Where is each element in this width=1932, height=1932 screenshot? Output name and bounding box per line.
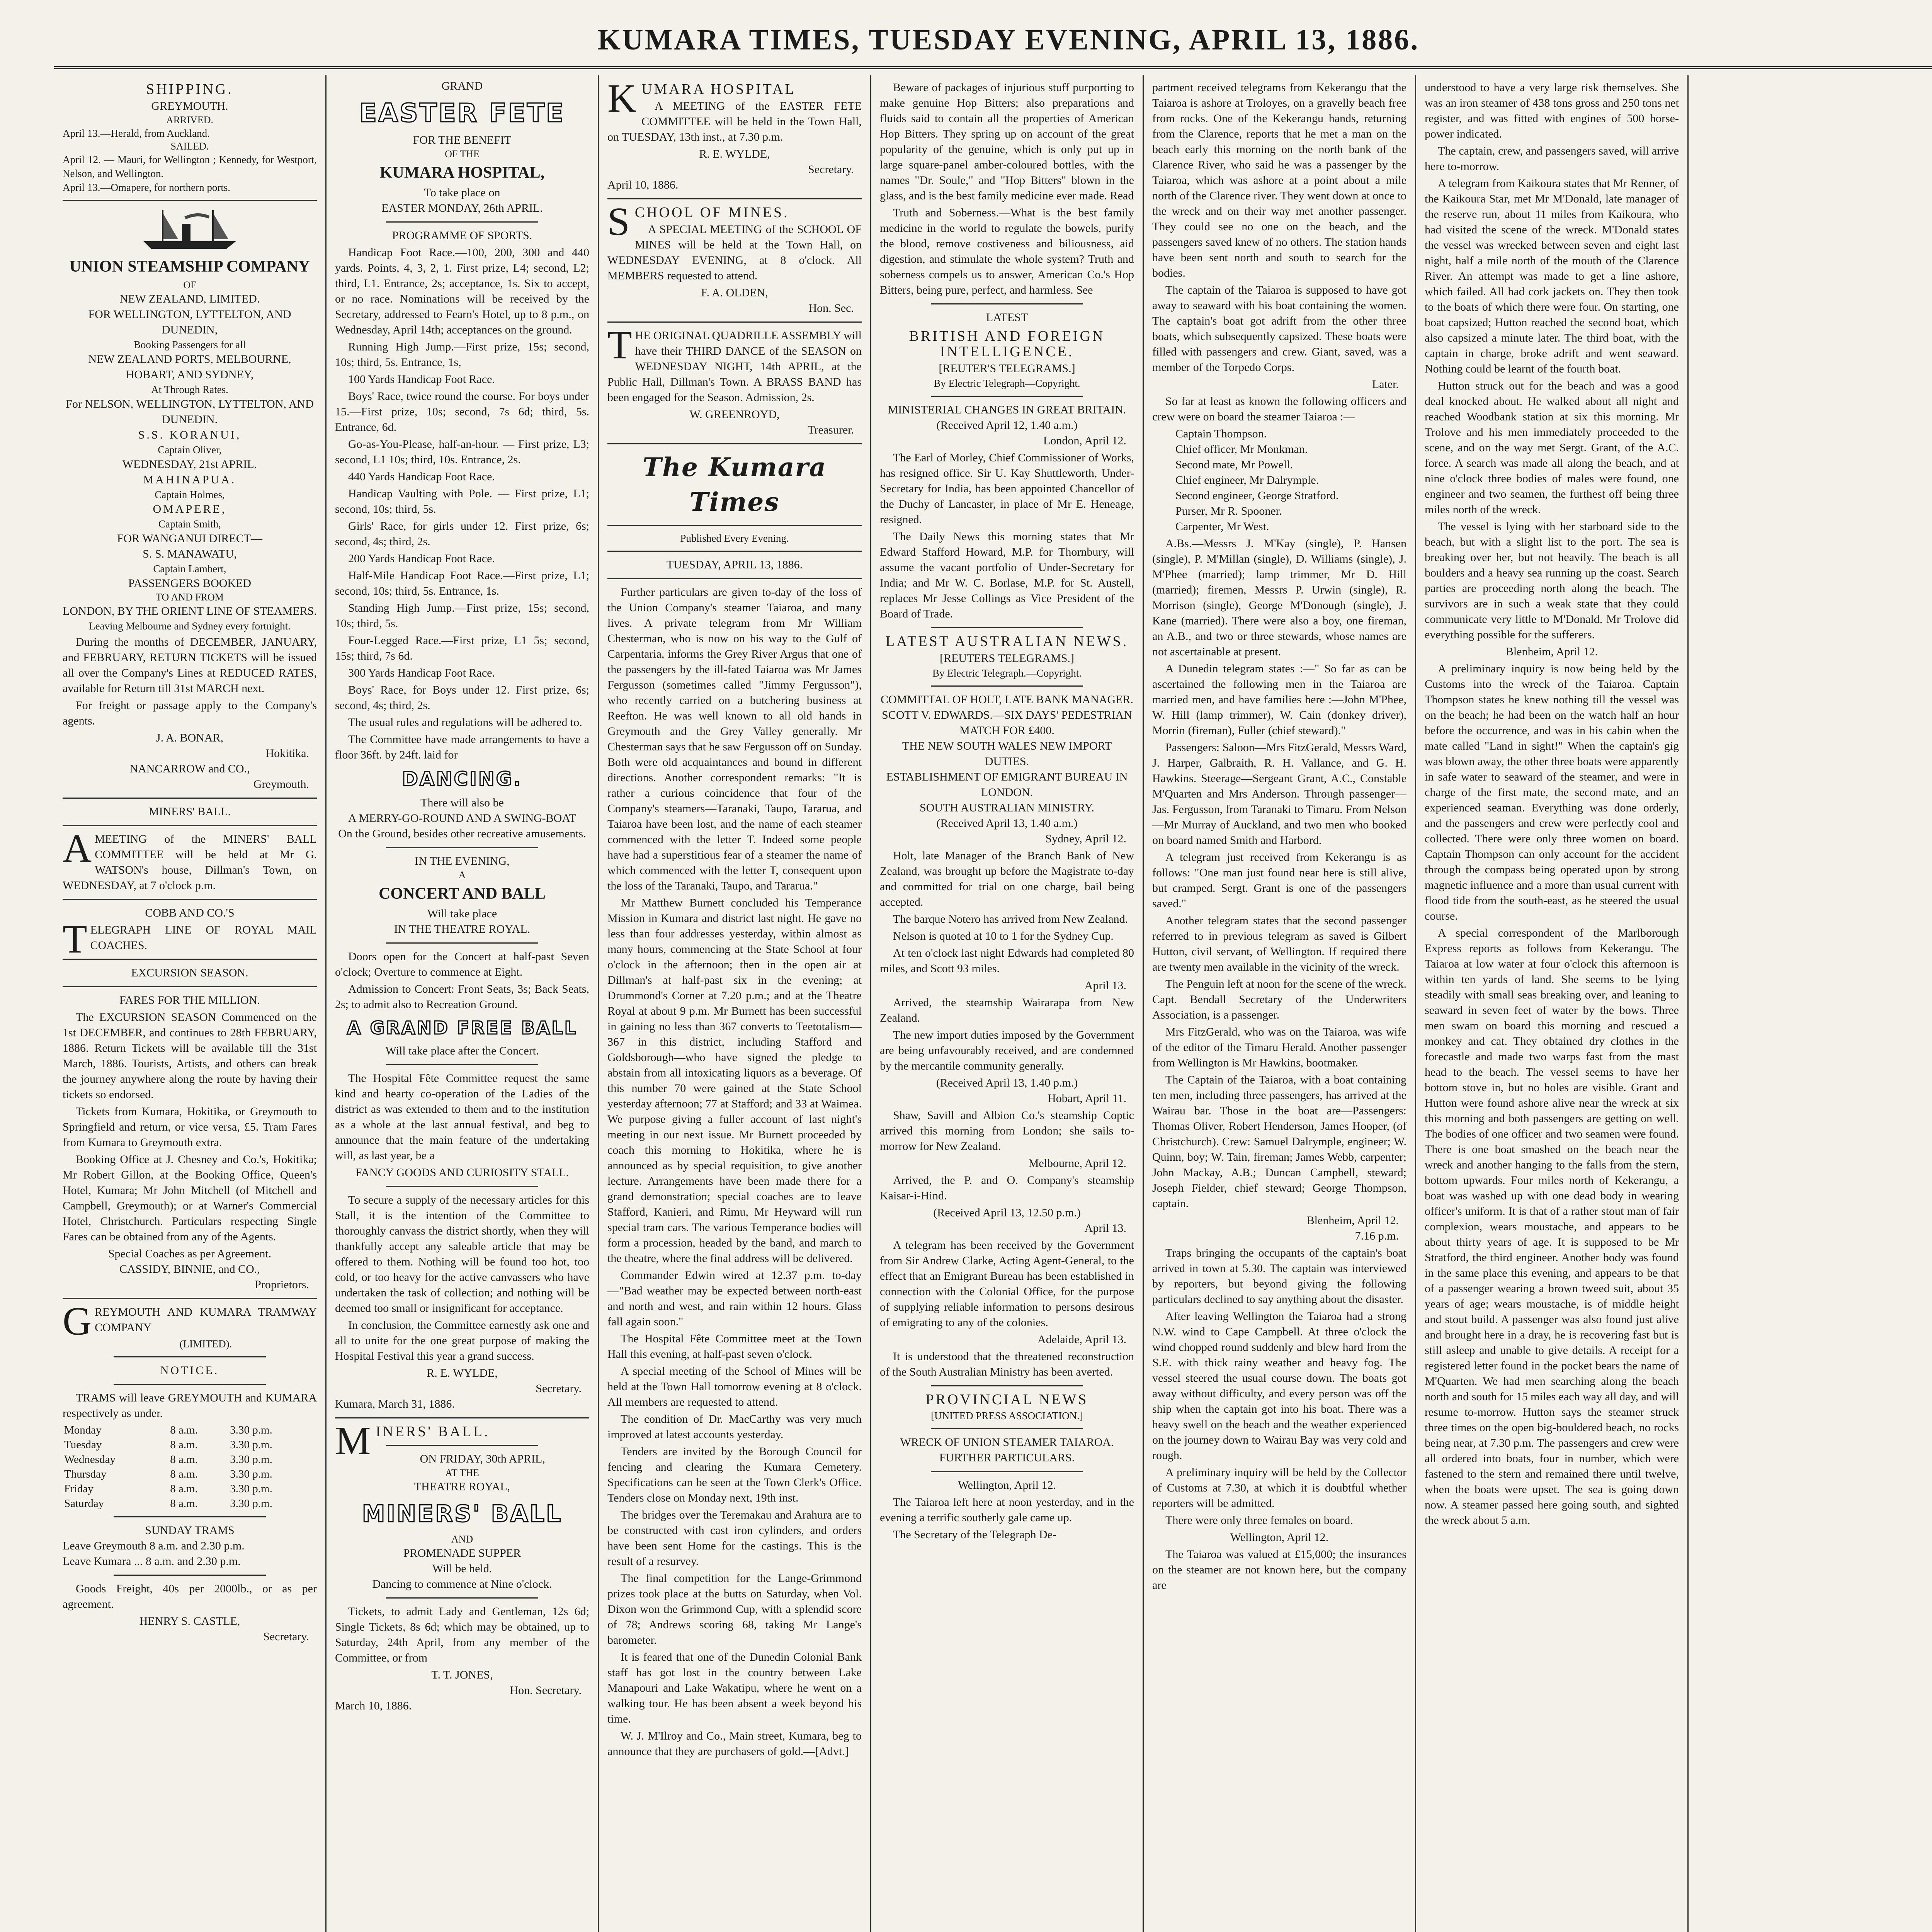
schedule-pm: 3.30 p.m. (230, 1497, 272, 1510)
divider (607, 525, 862, 526)
doors-text: Doors open for the Concert at half-past Seven o'clock; Overture to commence at Eight. (335, 950, 589, 978)
crew-chief-engineer: Chief engineer, Mr Dalrymple. (1175, 474, 1319, 486)
divider (63, 1298, 317, 1299)
divider (114, 1575, 266, 1576)
schedule-am: 8 a.m. (170, 1424, 198, 1436)
sailing-line-2: April 13.—Omapere, for northern ports. (63, 182, 231, 193)
koranui: S.S. KORANUI, (138, 429, 242, 441)
sport-item: Handicap Foot Race.—100, 200, 300 and 440 yards. Points, 4, 3, 2, 1. First prize, L4; second, L2; third, L1. Entrance, 2s; acceptance, 1s. Six to accept, or no race. Nominations will be received by the Secretary, addressed to Fearn's Hotel, up to 8 p.m., on Wednesday, April 14th; acceptances on the ground. (335, 246, 589, 336)
sport-item: Boys' Race, twice round the course. For boys under 15.—First prize, 10s; second, 7s 6d; third, 5s. Entrance, 6d. (335, 390, 589, 434)
divider (386, 1597, 539, 1599)
wreck-para-captain-boat: The Captain of the Taiaroa, with a boat containing ten men, including three passengers, has arrived at the Wairau bar. Those in the boat are—Passengers: Thomas Oliver, Robert Henderson, James Hooper, (of Christchurch). Crew: Samuel Dalrymple, engineer; W. Quinn, boy; W. Tain, fireman; James Webb, carpenter; John Mackay, A.B.; Duncan Campbell, steward; Joseph Fielder, chief steward; George Thompson, captain. (1152, 1073, 1406, 1210)
merry-go-round: A MERRY-GO-ROUND AND A SWING-BOAT (348, 812, 577, 825)
a-line: A (458, 869, 466, 881)
trams-text: TRAMS will leave GREYMOUTH and KUMARA respectively as under. (63, 1391, 317, 1420)
wreck-para-penguin: The Penguin left at noon for the scene of the wreck. Capt. Bendall Secretary of the Underwriters Association, is a passenger. (1152, 978, 1406, 1021)
melbourne-dateline: Melbourne, April 12. (1028, 1157, 1126, 1170)
hospital-meeting-heading: KUMARA HOSPITAL (607, 76, 796, 121)
received-3: (Received April 13, 1.40 p.m.) (936, 1077, 1078, 1089)
divider (63, 899, 317, 900)
crew-captain: Captain Thompson. (1175, 427, 1267, 440)
wreck-para-traps: Traps bringing the occupants of the captain's boat arrived in town at 5.30. The captain was interviewed by reporters, but beyond giving the following particulars declined to say anything about the disaster. (1152, 1247, 1406, 1306)
london-orient: LONDON, BY THE ORIENT LINE OF STEAMERS. (63, 605, 317, 617)
divider (386, 1064, 539, 1065)
divider (63, 200, 317, 201)
usc-booking: Booking Passengers for all (133, 339, 246, 350)
divider (607, 551, 862, 552)
wylde-signature: R. E. WYLDE, (427, 1367, 498, 1379)
british-foreign-heading: BRITISH AND FOREIGN INTELLIGENCE. (909, 328, 1105, 360)
concert-title: CONCERT AND BALL (379, 885, 546, 903)
later-label: Later. (1372, 378, 1399, 391)
usc-title: UNION STEAMSHIP COMPANY (69, 258, 310, 276)
conclusion-text: In conclusion, the Committee earnestly ask one and all to unite for the one great purpose of making the Hospital Festival this year a grand success. (335, 1319, 589, 1362)
sunday-line-1: Leave Greymouth 8 a.m. and 2.30 p.m. (63, 1539, 245, 1552)
hop-bitters-warning: Beware of packages of injurious stuff purporting to make genuine Hop Bitters; also preparations and fluids said to contain all the properties of American Hop Bitters. They spring up on account of the great popularity of the genuine, which is only put up in large square-panel amber-coloured bottles, with the names "Dr. Soule," and "Hop Bitters" blown in the glass, and is the best family medicine ever made. Read (880, 81, 1134, 202)
greymouth-subhead: GREYMOUTH. (151, 100, 228, 112)
united-press: [UNITED PRESS ASSOCIATION.] (931, 1410, 1083, 1422)
adelaide-dateline: Adelaide, April 13. (1037, 1333, 1126, 1346)
wellington-dateline-2: Wellington, April 12. (1230, 1531, 1329, 1544)
rules-text: The usual rules and regulations will be adhered to. (348, 716, 582, 729)
hobart-para: Shaw, Savill and Albion Co.'s steamship Coptic arrived this morning from London; she sails to-morrow for New Zealand. (880, 1109, 1134, 1153)
divider (63, 959, 317, 960)
schedule-pm: 3.30 p.m. (230, 1483, 272, 1495)
emigrant-para: A telegram has been received by the Government from Sir Andrew Clarke, Acting Agent-General, to the effect that an Emigrant Bureau has been established in connection with the Colonial Office, for the purpose of supplying reliable information to persons desirous of emigrating to any of the colonies. (880, 1239, 1134, 1329)
schedule-am: 8 a.m. (170, 1453, 198, 1466)
nsw-heading: THE NEW SOUTH WALES NEW IMPORT DUTIES. (902, 740, 1112, 768)
wanganui: FOR WANGANUI DIRECT— (117, 532, 263, 545)
wreck-para-fitzgerald: Mrs FitzGerald, who was on the Taiaroa, was wife of the editor of the Timaru Herald. Another passenger from Wellington is Mr Hawkins, bootmaker. (1152, 1026, 1406, 1069)
wreck-para-females: There were only three females on board. (1165, 1514, 1353, 1527)
mahinapua-captain: Captain Holmes, (155, 489, 225, 500)
wreck-para-after-leaving: After leaving Wellington the Taiaroa had a strong N.W. wind to Cape Campbell. At three o'clock the wind chopped round suddenly and blew hard from the S.E. with thick rainy weather and heavy fog. The vessel steered the usual course down. The boats got away without difficulty, and every person was off the ship when the captain got into his boat. There was a heavy swell on the beach and the weather experienced on the journey down to Wairau Bay was very cold and rough. (1152, 1310, 1406, 1462)
agent-hokitika: Hokitika. (265, 747, 309, 760)
castle: HENRY S. CASTLE, (139, 1615, 240, 1628)
schedule-pm: 3.30 p.m. (230, 1439, 272, 1451)
wreck-para-kekerangu: A telegram just received from Kekerangu is as follows: "One man just found near here is still alive, but cramped. Sergt. Grant is one of the passengers saved." (1152, 851, 1406, 910)
editorial-paragraph: Mr Matthew Burnett concluded his Temperance Mission in Kumara and district last night. He gave no less than four addresses yesterday, within almost as many hours, commencing at the State School at four o'clock in the afternoon; then in the open air at Dillman's at half-past six in the evening; at Drummond's Corner at 7.20 p.m.; and at the Theatre Royal at about 9 p.m. Mr Burnett has been successful in gaining no less than 367 converts to Teetotalism—367 in this district, including Stafford and Goldsborough—who have signed the pledge to abstain from all intoxicating liquors as a beverage. Of this number 70 were gained at the State School yesterday afternoon; 77 at Stafford; and 33 at Waimea. We purpose giving a fuller account of last night's meeting in our next issue. Mr Burnett proceeded by coach this morning to Hokitika, where he is announced as by special requisition, to give another lecture. Arrangements have been made there for a grand demonstration; special coaches are to leave Stafford, Kanieri, and Rimu, Mr Heyward will run special tram cars. The various Temperance bodies will form a procession, headed by the band, and march to the theatre, where the final address will be delivered. (607, 896, 862, 1265)
schedule-row (63, 1423, 317, 1437)
electric-telegraph-label: By Electric Telegraph—Copyright. (934, 378, 1080, 389)
dancing-title: DANCING. (402, 768, 522, 790)
london-para-2: The Daily News this morning states that Mr Edward Stafford Howard, M.P. for Thornbury, will assume the vacant portfolio of Under-Secretary for India; and Mr W. C. Borlase, M.P. for St. Austell, replaces Mr Jesse Collings as Vice President of the Board of Trade. (880, 530, 1134, 620)
divider (931, 1385, 1083, 1386)
schedule-pm: 3.30 p.m. (230, 1424, 272, 1436)
cobb-text: TELEGRAPH LINE OF ROYAL MAIL COACHES. (63, 917, 317, 961)
divider (931, 627, 1083, 628)
received-4: (Received April 13, 12.50 p.m.) (933, 1206, 1081, 1219)
omapere: OMAPERE, (153, 503, 227, 515)
proprietors: Proprietors. (255, 1278, 309, 1291)
theatre-royal: THEATRE ROYAL, (414, 1480, 510, 1493)
promenade-supper: PROMENADE SUPPER (403, 1547, 521, 1560)
kumara-date: Kumara, March 31, 1886. (335, 1398, 455, 1410)
sport-item: 440 Yards Handicap Foot Race. (348, 470, 495, 483)
australian-news-heading: LATEST AUSTRALIAN NEWS. (885, 633, 1129, 650)
sport-item: Girls' Race, for girls under 12. First prize, 6s; second, 4s; third, 2s. (335, 520, 589, 548)
mahinapua: MAHINAPUA. (143, 473, 236, 486)
programme-heading: PROGRAMME OF SPORTS. (392, 229, 532, 242)
editorial-paragraph: The final competition for the Lange-Grimmond prizes took place at the butts on Saturday, when Vol. Dixon won the Grimmond Cup, with a splendid score of 78; Andrews scoring 68, taking Mr Lange's barometer. (607, 1572, 862, 1646)
wreck-cont-para-3: A telegram from Kaikoura states that Mr Renner, of the Kaikoura Star, met Mr M'Donald, late manager of the reserve run, about 11 miles from Kaikoura, who had visited the scene of the wreck. M'Donald states the vessel was wrecked between seven and eight last night, half a mile north of the mouth of the Clarence River. An attempt was made to get a line ashore, which failed. All had cork jackets on. They then took to the boats of which there were four. On starting, one boat capsized; Hutton reached the second boat, which also capsized a minute later. The third boat, with the captain in charge, broke adrift and went seaward. Nothing could be learnt of the fourth boat. (1425, 177, 1679, 375)
wylde-signature: R. E. WYLDE, (699, 148, 770, 160)
reuters-label-2: [REUTERS TELEGRAMS.] (940, 652, 1074, 665)
sport-item: 300 Yards Handicap Foot Race. (348, 667, 495, 679)
fancy-goods-heading: FANCY GOODS AND CURIOSITY STALL. (355, 1166, 569, 1179)
dancing-time: Dancing to commence at Nine o'clock. (372, 1578, 552, 1590)
sport-item: Handicap Vaulting with Pole. — First prize, L1; second, 10s; third, 5s. (335, 487, 589, 515)
sport-item: Go-as-You-Please, half-an-hour. — First prize, L3; second, L1 10s; third, 10s. Entrance, 2s. (335, 438, 589, 466)
usc-for: FOR WELLINGTON, LYTTELTON, AND DUNEDIN, (88, 308, 291, 336)
column-6 (1416, 75, 1689, 1932)
tram-schedule (63, 1423, 317, 1511)
adelaide-para: It is understood that the threatened reconstruction of the South Australian Ministry has been averted. (880, 1350, 1134, 1378)
divider (386, 942, 539, 944)
goods-freight: Goods Freight, 40s per 2000lb., or as per agreement. (63, 1582, 317, 1611)
wreck-cont-para-1: understood to have a very large risk themselves. She was an iron steamer of 438 tons gross and 250 tons net register, and was fitted with engines of 500 horse-power indicated. (1425, 81, 1679, 140)
evening-line: IN THE EVENING, (415, 855, 510, 867)
column-2 (327, 75, 599, 1932)
fares-heading: FARES FOR THE MILLION. (119, 994, 260, 1007)
editorial-paragraphs (607, 585, 862, 1759)
april-13-dateline: April 13. (1084, 979, 1126, 992)
provincial-heading: PROVINCIAL NEWS (925, 1391, 1088, 1408)
newspaper-nameplate: The Kumara Times (642, 452, 827, 517)
london-dateline: London, April 12. (1043, 434, 1126, 447)
olden-title: Hon. Sec. (808, 302, 854, 315)
sport-item: 200 Yards Handicap Foot Race. (348, 552, 495, 565)
editorial-paragraph: It is feared that one of the Dunedin Colonial Bank staff has got lost in the country between Lake Manapouri and Lake Wakatipu, where he went on a walking tour. He has been absent a week beyond his time. (607, 1651, 862, 1725)
koranui-captain: Captain Oliver, (158, 444, 222, 456)
schedule-day: Saturday (64, 1497, 104, 1510)
april-10-date: April 10, 1886. (607, 179, 679, 191)
benefit-line: FOR THE BENEFIT (413, 134, 512, 146)
tramway-limited: (LIMITED). (179, 1338, 232, 1350)
wreck-para-valued: The Taiaroa was valued at £15,000; the insurances on the steamer are not known here, but the company are (1152, 1548, 1406, 1592)
editorial-paragraph: Commander Edwin wired at 12.37 p.m. to-day—"Bad weather may be expected between north-east and north and west, and rain within 12 hours. Glass fall again soon." (607, 1269, 862, 1328)
castle-secretary: Secretary. (263, 1630, 309, 1643)
cobb-heading: COBB AND CO.'S (145, 906, 235, 919)
sydney-para-3: Nelson is quoted at 10 to 1 for the Sydney Cup. (893, 930, 1114, 942)
wylde-secretary: Secretary. (536, 1382, 582, 1395)
further-particulars: FURTHER PARTICULARS. (939, 1451, 1075, 1464)
schedule-am: 8 a.m. (170, 1439, 198, 1451)
divider (63, 986, 317, 987)
sydney-para-5: Arrived, the steamship Wairarapa from New Zealand. (880, 996, 1134, 1024)
wellington-dateline: Wellington, April 12. (957, 1479, 1056, 1492)
will-take-place: Will take place (427, 907, 497, 920)
hospital-title: KUMARA HOSPITAL, (379, 164, 545, 182)
blenheim-dateline-2: Blenheim, April 12. (1505, 645, 1598, 658)
divider (386, 847, 539, 848)
wreck-para-another: Another telegram states that the second passenger referred to in previous telegram as saved is Gilbert Hutton, civil servant, of Wellington. If required there are twenty men available in the vicinity of the wreck. (1152, 914, 1406, 973)
editorial-paragraph: W. J. M'Ilroy and Co., Main street, Kumara, beg to announce that they are purchasers of gold.—[Advt.] (607, 1730, 862, 1758)
schedule-row (63, 1467, 317, 1481)
after-concert: Will take place after the Concert. (385, 1044, 539, 1057)
passengers-booked: PASSENGERS BOOKED (128, 577, 252, 590)
wylde-secretary: Secretary. (808, 163, 854, 176)
schedule-row (63, 1452, 317, 1467)
school-of-mines-text: A SPECIAL MEETING of the SCHOOL OF MINES will be held at the Town Hall, on WEDNESDAY EVENING, at 8 o'clock. All MEMBERS requested to attend. (607, 223, 862, 282)
sunday-line-2: Leave Kumara ... 8 a.m. and 2.30 p.m. (63, 1555, 241, 1568)
wreck-para-1: partment received telegrams from Kekerangu that the Taiaroa is ashore at Troloyes, on a gravelly beach free from rocks. One of the Kekerangu hands, returning from the Clarence, reports that he met a man on the beach early this morning on the north bank of the Clarence River, who said he was a passenger by the Taiaroa, which was ashore at a point about a mile north of the Clarence river. They went down at once to the wreck and on their way met another passenger. They could see no one on the beach, and the passengers saved knew of no others. The station hands have been sent north and south to search for the bodies. (1152, 81, 1406, 279)
booking-text: Booking Office at J. Chesney and Co.'s, Hokitika; Mr Robert Gillon, at the Booking Office, Queen's Hotel, Kumara; Mr John Mitchell (of Mitchell and Campbell, Greymouth); or at Warner's Commercial Hotel, Christchurch. Particulars respecting Single Fares can be obtained from any of the Agents. (63, 1153, 317, 1243)
crew-second-engineer: Second engineer, George Stratford. (1175, 489, 1339, 502)
editorial-paragraph: Further particulars are given to-day of the loss of the Union Company's steamer Taiaroa, and many lives. A private telegram from Mr William Chesterman, who is now on his way to the Gulf of Carpentaria, informs the Grey River Argus that one of the passengers by the ill-fated Taiaroa was Mr James Fergusson (sometimes called "Jimmy Fergusson"), who recently carried on a butchering business at Reefton. He was well known to all old hands in Greymouth and the Grey Valley generally. Mr Chesterman says that he saw Fergusson off on Sunday. Both were old acquaintances and bound in different directions. Another correspondent remarks: "It is rather a curious coincidence that four of the Company's steamers—Taranaki, Taupo, Tararua, and Taiaroa have been lost, and the name of each steamer commenced with the letter T. Indeed some people have had a superstitious fear of a steamer the name of which commenced with the letter T, consequent upon the loss of the Taranaki, Taupo, and Tararua." (607, 586, 862, 892)
easter-fete-title: EASTER FETE (359, 98, 565, 128)
special-coaches: Special Coaches as per Agreement. (108, 1247, 272, 1260)
column-5 (1144, 75, 1416, 1932)
committal-heading: COMMITTAL OF HOLT, LATE BANK MANAGER. (881, 693, 1133, 706)
establishment-heading: ESTABLISHMENT OF EMIGRANT BUREAU IN LONDON. (886, 770, 1128, 799)
wreck-cont-para-5: The vessel is lying with her starboard side to the beach, but with a slight list to the port. The sea is breaking over her, but not heavily. The beach is all boulders and a heavy sea running up the coast. Search parties are proceeding north along the beach. The survivors are in such a weak state that they could communicate very little to M'Donald. Mr Trolove did everything possible for the sufferers. (1425, 520, 1679, 641)
miners-ball-heading: MINERS' BALL. (335, 1418, 490, 1463)
manawatu: S. S. MANAWATU, (143, 548, 237, 560)
greenroyd-signature: W. GREENROYD, (689, 408, 780, 421)
on-friday: ON FRIDAY, 30th APRIL, (420, 1452, 545, 1465)
divider (607, 198, 862, 199)
theatre-line: IN THE THEATRE ROYAL. (394, 923, 531, 935)
wellington-para-2: The Secretary of the Telegraph De- (893, 1528, 1056, 1541)
miners-ball-heading: MINERS' BALL. (148, 805, 231, 818)
will-be-held: Will be held. (432, 1562, 492, 1575)
divider (63, 798, 317, 799)
omapere-captain: Captain Smith, (158, 518, 221, 530)
divider (931, 1471, 1083, 1472)
wreck-para-3: So far at least as known the following officers and crew were on board the steamer Taiaroa :— (1152, 395, 1406, 423)
editorial-paragraph: Tenders are invited by the Borough Council for fencing and clearing the Kumara Cemetery. Specifications can be seen at the Town Clerk's Office. Tenders close on Monday next, 19th inst. (607, 1445, 862, 1504)
divider (386, 1186, 539, 1187)
wreck-cont-para-7: A special correspondent of the Marlborough Express reports as follows from Kekerangu. The Taiaroa at low water at four o'clock this afternoon is within ten yards of land. She seems to be lying steadily with small seas breaking over, and leaning to seaward in seven feet of water by the bows. Three men swam on board this morning and rescued a monkey and cat. They obtained dry clothes in the forecastle and made two warps fast from the mast head to the beach. The vessel seems to have her bottom stove in, but no holes are visible. Grant and Hutton were found ashore alive near the wreck at six this morning and both passengers are getting on well. The bodies of one officer and two seamen were found. There is one boat smashed on the beach near the wreck and another hanging to the falls from the stern, bottom upwards. Four miles north of Kekerangu, a boat was washed up with one dead body in wearing officer's uniform. It is that of a rather stout man of fair complexion, wears moustache, and appears to be about thirty years of age. It is supposed to be Mr Stratford, the third engineer. Another body was found in the same place this evening, and appears to be that of a passenger wearing a brown tweed suit, about 35 years of age; wears moustache, is of middle height and stout build. A passenger was also found just alive and brought here in a dray, he is recovering fast but is still asleep and unable to give details. A receipt for a registered letter found in the pocket bears the name of M'Quarten. We had men searching along the beach north and south for 15 miles each way all day, and will resume to-morrow. Hutton says the steamer struck three times on the open big-bouldered beach, no rocks being near, at 7.30 p.m. The passengers and crew were all ordered into boats, four in number, which were fastened to the stern and remained there until twelve, when the boats were upset. The sea is going down now. A steamer passed here going south, and sighted the wreck about 5 a.m. (1425, 927, 1679, 1527)
recreative-line: On the Ground, besides other recreative amusements. (338, 827, 586, 840)
quadrille-text: THE ORIGINAL QUADRILLE ASSEMBLY will have their THIRD DANCE of the SEASON on WEDNESDAY NIGHT, 14th APRIL, at the Public Hall, Dillman's Town. A BRASS BAND has been engaged for the Season. Admission, 2s. (607, 323, 862, 404)
at-the: AT THE (445, 1467, 479, 1478)
usc-nelson: For NELSON, WELLINGTON, LYTTELTON, AND DUNEDIN. (66, 398, 314, 426)
blenheim-time: 7.16 p.m. (1355, 1230, 1399, 1242)
divider (607, 578, 862, 579)
excursion-heading: EXCURSION SEASON. (131, 966, 248, 979)
reuters-label: [REUTER'S TELEGRAMS.] (939, 362, 1075, 375)
sunday-heading: SUNDAY TRAMS (145, 1524, 235, 1537)
schedule-day: Friday (64, 1483, 94, 1495)
greenroyd-title: Treasurer. (808, 423, 854, 436)
schedule-row (63, 1496, 317, 1511)
blenheim-dateline: Blenheim, April 12. (1306, 1214, 1399, 1227)
school-of-mines-heading: SCHOOL OF MINES. (607, 199, 789, 244)
sydney-para-4: At ten o'clock last night Edwards had completed 80 miles, and Scott 93 miles. (880, 947, 1134, 975)
sport-item: Standing High Jump.—First prize, 15s; second, 10s; third, 5s. (335, 602, 589, 630)
sport-item: Running High Jump.—First prize, 15s; second, 10s; third, 5s. Entrance, 1s, (335, 340, 589, 369)
wellington-para-1: The Taiaroa left here at noon yesterday, and in the evening a terrific southerly gale came up. (880, 1496, 1134, 1524)
column-7 (1689, 75, 1932, 1932)
april-13-dateline-2: April 13. (1084, 1222, 1126, 1235)
sport-item: Half-Mile Handicap Foot Race.—First prize, L1; second, 10s; third, 5s. Entrance, 1s. (335, 569, 589, 597)
fete-date: EASTER MONDAY, 26th APRIL. (381, 202, 543, 214)
divider (607, 321, 862, 323)
wreck-cont-para-4: Hutton struck out for the beach and was a good deal knocked about. He walked about all night and reached Woodbank station at six this morning. Mr Trolove and his men immediately proceeded to the scene, and on the way met Sergt. Grant, of the A.C. force. A search was made all along the beach, and at nine o'clock three bodies of males were found, one engineer and two seamen, the furthest off being three miles north of the wreck. (1425, 379, 1679, 516)
sailed-label: SAILED. (170, 141, 209, 152)
schedule-pm: 3.30 p.m. (230, 1453, 272, 1466)
wreck-para-abs: A.Bs.—Messrs J. M'Kay (single), P. Hansen (single), P. M'Millan (single), D. Williams (single), J. M'Phee (married); lamp trimmer, Mr D. Hill (married); firemen, Messrs P. Urwin (single), R. Morrison (single), George M'Donough (single), J. Kane (married). There were also a boy, one fireman, an A.B., and two or three stewards, whose names are not ascertainable at present. (1152, 537, 1406, 658)
notice-heading: NOTICE. (160, 1364, 219, 1377)
grand-label: GRAND (441, 80, 483, 92)
edition-date: TUESDAY, APRIL 13, 1886. (666, 558, 803, 571)
sports-list (335, 245, 589, 713)
agent-greymouth: Greymouth. (253, 778, 309, 791)
masthead: KUMARA TIMES, TUESDAY EVENING, APRIL 13, 1886. (597, 24, 1420, 56)
divider (335, 1417, 589, 1418)
manawatu-captain: Captain Lambert, (153, 563, 226, 575)
march-date: March 10, 1886. (335, 1699, 412, 1712)
tickets-text: Tickets from Kumara, Hokitika, or Greymouth to Springfield and return, or vice versa, £5. Tram Fares from Kumara to Greymouth extra. (63, 1105, 317, 1149)
latest-label: LATEST (986, 311, 1028, 324)
column-3 (599, 75, 871, 1932)
wreck-para-passengers: Passengers: Saloon—Mrs FitzGerald, Messrs Ward, J. Harper, Galbraith, R. H. Vallance, and G. H. Hawkins. Steerage—Sergeant Grant, A.C., Constable M'Quarten and Mrs Anderson. Through passenger—Jas. Fergusson, from Taranaki to Timaru. From Nelson—Mr Murray of Auckland, and two men who booked on board named Smith and Harbord. (1152, 741, 1406, 847)
column-1 (54, 75, 327, 1932)
hobart-dateline: Hobart, April 11. (1048, 1092, 1126, 1105)
wreck-cont-para-6: A preliminary inquiry is now being held by the Customs into the wreck of the Taiaroa. Captain Thompson states he knew nothing till the vessel was on the beach; he had been on the watch half an hour before the occurrence, and was in his cabin when the mate called "Land in sight!" When the captain's gig was blown away, the other three boats were apparently in safe water to seaward of the steamer, and were in charge of the first mate, the second mate, and an experienced seaman. Everything was done orderly, and the passengers and crew were perfectly cool and collected. There were only three women on board. Captain Thompson can only account for the accident through the compass being operated upon by strong magnetic influence and a more than usual current with flood tide from the south-east, as he steered the usual course. (1425, 662, 1679, 922)
scott-heading: SCOTT V. EDWARDS.—SIX DAYS' PEDESTRIAN MATCH FOR £400. (882, 709, 1132, 737)
schedule-pm: 3.30 p.m. (230, 1468, 272, 1480)
columns (54, 75, 1932, 1932)
truth-soberness: Truth and Soberness.—What is the best family medicine in the world to regulate the bowels, purify the blood, remove costiveness and biliousness, aid digestion, and stimulate the whole system? Truth and soberness compels us to answer, American Co.'s Hop Bitters, being pure, perfect, and harmless. See (880, 206, 1134, 296)
usc-nz: NEW ZEALAND, LIMITED. (119, 293, 260, 305)
free-ball-title: A GRAND FREE BALL (347, 1017, 578, 1038)
published-line: Published Every Evening. (680, 532, 789, 544)
schedule-day: Wednesday (64, 1453, 116, 1466)
wreck-para-inquiry: A preliminary inquiry will be held by the Collector of Customs at 7.30, at which it is doubtful whether reporters will be admitted. (1152, 1466, 1406, 1510)
olden-signature: F. A. OLDEN, (701, 286, 768, 299)
divider (114, 1384, 266, 1385)
ball-tickets-text: Tickets, to admit Lady and Gentleman, 12s 6d; Single Tickets, 8s 6d; which may be obtained, up to Saturday, 24th April, from any member of the Committee, or from (335, 1605, 589, 1664)
schedule-day: Tuesday (64, 1439, 102, 1451)
divider (114, 1516, 266, 1517)
editorial-paragraph: A special meeting of the School of Mines will be held at the Town Hall tomorrow evening at 8 o'clock. All members are requested to attend. (607, 1365, 862, 1408)
editorial-paragraph: The condition of Dr. MacCarthy was very much improved at latest accounts yesterday. (607, 1413, 862, 1441)
and-label: AND (451, 1534, 473, 1545)
divider (607, 443, 862, 444)
divider (931, 1428, 1083, 1429)
koranui-date: WEDNESDAY, 21st APRIL. (122, 458, 257, 471)
divider (931, 303, 1083, 304)
hospital-meeting-text: A MEETING of the EASTER FETE COMMITTEE will be held in the Town Hall, on TUESDAY, 13th inst., at 7.30 p.m. (607, 100, 862, 143)
schedule-am: 8 a.m. (170, 1468, 198, 1480)
sport-item: 100 Yards Handicap Foot Race. (348, 373, 495, 386)
arrived-label: ARRIVED. (166, 114, 214, 126)
shipping-heading: SHIPPING. (146, 81, 233, 97)
freight-text: For freight or passage apply to the Company's agents. (63, 699, 317, 727)
sydney-para-2: The barque Notero has arrived from New Zealand. (893, 913, 1128, 925)
sydney-para-1: Holt, late Manager of the Branch Bank of New Zealand, was brought up before the Magistrate to-day and committed for trial on one charge, bail being accepted. (880, 849, 1134, 908)
wreck-cont-para-2: The captain, crew, and passengers saved, will arrive here to-morrow. (1425, 145, 1679, 173)
usc-ports: NEW ZEALAND PORTS, MELBOURNE, HOBART, AND SYDNEY, (88, 353, 291, 381)
wreck-para-dunedin: A Dunedin telegram states :—" So far as can be ascertained the following men in the Taiaroa are married men, and have families here :—John M'Phee, W. Hill (lamp trimmer), W. Cain (donkey driver), Morrin (fireman), Fuller (chief steward)." (1152, 662, 1406, 737)
jones-signature: T. T. JONES, (431, 1668, 493, 1681)
crew-second-mate: Second mate, Mr Powell. (1175, 458, 1293, 471)
divider (931, 396, 1083, 397)
sydney-dateline: Sydney, April 12. (1045, 832, 1126, 845)
arrival-line: April 13.—Herald, from Auckland. (63, 128, 210, 139)
crew-carpenter: Carpenter, Mr West. (1175, 520, 1269, 533)
schedule-am: 8 a.m. (170, 1497, 198, 1510)
divider (386, 1445, 539, 1446)
schedule-am: 8 a.m. (170, 1483, 198, 1495)
also-line: There will also be (420, 796, 504, 809)
usc-of: OF (183, 279, 196, 291)
sydney-para-6: The new import duties imposed by the Government are being unfavourably received, and are condemned by the mercantile community generally. (880, 1029, 1134, 1072)
wreck-heading: WRECK OF UNION STEAMER TAIAROA. (900, 1436, 1114, 1449)
divider (931, 685, 1083, 687)
ministerial-heading: MINISTERIAL CHANGES IN GREAT BRITAIN. (888, 403, 1126, 416)
schedule-row (63, 1481, 317, 1496)
tramway-heading: GREYMOUTH AND KUMARA TRAMWAY COMPANY (63, 1299, 317, 1344)
column-4 (871, 75, 1144, 1932)
sport-item: Four-Legged Race.—First prize, L1 5s; second, 15s; third, 7s 6d. (335, 634, 589, 662)
booked-to: TO AND FROM (156, 592, 224, 603)
electric-telegraph-label-2: By Electric Telegraph.—Copyright. (932, 667, 1082, 679)
melbourne-para: Arrived, the P. and O. Company's steamship Kaisar-i-Hind. (880, 1174, 1134, 1202)
miners-ball-title: MINERS' BALL (362, 1500, 563, 1527)
floor-text: The Committee have made arrangements to have a floor 36ft. by 24ft. laid for (335, 733, 589, 761)
masthead-rule (54, 66, 1932, 69)
take-place: To take place on (424, 186, 500, 199)
london-para-1: The Earl of Morley, Chief Commissioner of Works, has resigned office. Sir U. Kay Shuttleworth, Under-Secretary for India, has been appointed Chancellor of the Duchy of Lancaster, in place of Mr E. Heneage, resigned. (880, 451, 1134, 526)
admission-text: Admission to Concert: Front Seats, 3s; Back Seats, 2s; to admit also to Recreation Ground. (335, 983, 589, 1011)
of-the: OF THE (445, 148, 480, 160)
agent-bonar: J. A. BONAR, (156, 731, 224, 744)
fancy-text: To secure a supply of the necessary articles for this Stall, it is the intention of the Committee to thoroughly canvass the district shortly, when they will thankfully accept any saleable article that may be offered to them. Nothing will be found too hot, too cold, or too heavy for the active canvassers who have undertaken the task of collection; and nothing will be deemed too small or insignificant for acceptance. (335, 1194, 589, 1315)
hospital-committee-text: The Hospital Fête Committee request the same kind and hearty co-operation of the Ladies of the district as was extended to them and to the institution as a whole at the last annual festival, and beg to announce that the main feature of the undertaking will, as last year, be a (335, 1072, 589, 1162)
cassidy: CASSIDY, BINNIE, and CO., (119, 1263, 260, 1276)
agent-nancarrow: NANCARROW and CO., (129, 762, 250, 775)
south-aus-heading: SOUTH AUSTRALIAN MINISTRY. (920, 801, 1094, 814)
usc-rates: At Through Rates. (151, 384, 228, 395)
jones-title: Hon. Secretary. (510, 1684, 582, 1697)
steamship-icon (139, 206, 240, 253)
divider (114, 1356, 266, 1357)
divider (386, 221, 539, 223)
crew-purser: Purser, Mr R. Spooner. (1175, 505, 1282, 517)
return-tickets-text: During the months of DECEMBER, JANUARY, and FEBRUARY, RETURN TICKETS will be issued all over the Company's Lines at REDUCED RATES, available for Return till 31st MARCH next. (63, 636, 317, 695)
schedule-day: Thursday (64, 1468, 107, 1480)
schedule-day: Monday (64, 1424, 102, 1436)
wreck-para-2: The captain of the Taiaroa is supposed to have got away to seaward with his boat containing the women. The captain's boat got adrift from the other three boats, which subsequently capsized. These boats were filled with passengers and crew. Giant, saved, was a member of the Torpedo Corps. (1152, 284, 1406, 374)
schedule-row (63, 1437, 317, 1452)
editorial-paragraph: The Hospital Fête Committee meet at the Town Hall this evening, at half-past seven o'clock. (607, 1332, 862, 1361)
sailing-line-1: April 12. — Mauri, for Wellington ; Kennedy, for Westport, Nelson, and Wellington. (63, 154, 317, 179)
miners-ball-text: AMEETING of the MINERS' BALL COMMITTEE will be held at Mr G. WATSON's house, Dillman's Town, on WEDNESDAY, at 7 o'clock p.m. (63, 826, 317, 892)
sport-item: Boys' Race, for Boys under 12. First prize, 6s; second, 4s; third, 2s. (335, 684, 589, 712)
crew-chief-officer: Chief officer, Mr Monkman. (1175, 443, 1308, 456)
divider (63, 825, 317, 826)
received-1: (Received April 12, 1.40 a.m.) (936, 419, 1078, 432)
editorial-paragraph: The bridges over the Teremakau and Arahura are to be constructed with cast iron cylinders, and orders have been sent Home for the castings. This is the result of a resurvey. (607, 1509, 862, 1568)
leaving-melbourne: Leaving Melbourne and Sydney every fortnight. (89, 620, 291, 632)
received-2: (Received April 13, 1.40 a.m.) (936, 817, 1078, 830)
excursion-text: The EXCURSION SEASON Commenced on the 1st DECEMBER, and continues to 28th FEBRUARY, 1886. Return Tickets will be available till the 31st March, 1886. Tourists, Artists, and others can break the journey anywhere along the route by having their tickets so endorsed. (63, 1011, 317, 1101)
